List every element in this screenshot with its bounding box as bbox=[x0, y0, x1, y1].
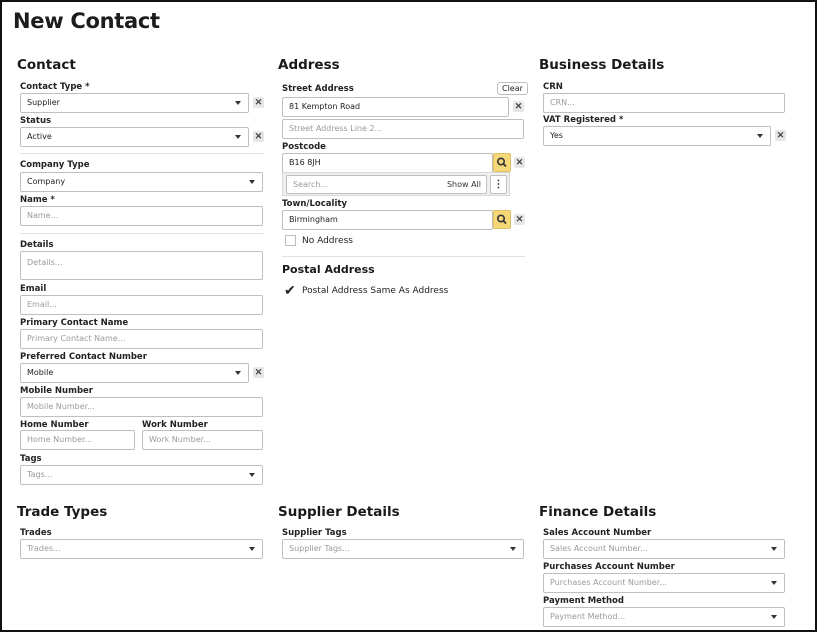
payment-method-placeholder: Payment Method... bbox=[550, 612, 626, 621]
chevron-down-icon bbox=[249, 547, 255, 551]
search-icon bbox=[494, 154, 510, 171]
clear-address-button[interactable]: Clear bbox=[497, 82, 528, 95]
postcode-input[interactable]: B16 8JH bbox=[282, 153, 493, 173]
status-select[interactable] bbox=[20, 127, 249, 147]
mobile-label: Mobile Number bbox=[20, 386, 93, 396]
company-type-label: Company Type bbox=[20, 160, 90, 170]
vat-registered-label: VAT Registered * bbox=[543, 115, 624, 125]
chevron-down-icon bbox=[771, 547, 777, 551]
chevron-down-icon bbox=[249, 180, 255, 184]
chevron-down-icon bbox=[235, 135, 241, 139]
work-label: Work Number bbox=[142, 420, 208, 430]
postal-address-heading: Postal Address bbox=[282, 263, 375, 276]
crn-input[interactable]: CRN... bbox=[543, 93, 785, 113]
work-input[interactable]: Work Number... bbox=[142, 430, 263, 450]
home-label: Home Number bbox=[20, 420, 89, 430]
contact-heading: Contact bbox=[17, 57, 76, 73]
preferred-number-select[interactable] bbox=[20, 363, 249, 383]
status-label: Status bbox=[20, 116, 52, 126]
name-input[interactable]: Name... bbox=[20, 206, 263, 226]
no-address-label: No Address bbox=[302, 236, 353, 246]
chevron-down-icon bbox=[510, 547, 516, 551]
status-value: Active bbox=[27, 132, 52, 141]
trades-label: Trades bbox=[20, 528, 52, 538]
show-all-button[interactable]: Show All bbox=[446, 180, 481, 189]
trades-select[interactable] bbox=[20, 539, 263, 559]
supplier-tags-select[interactable] bbox=[282, 539, 524, 559]
clear-town-icon[interactable]: ✕ bbox=[515, 214, 524, 224]
clear-street-icon[interactable]: ✕ bbox=[514, 101, 523, 111]
street-address-line2-input[interactable]: Street Address Line 2... bbox=[282, 119, 524, 139]
sales-account-select[interactable] bbox=[543, 539, 785, 559]
primary-contact-label: Primary Contact Name bbox=[20, 318, 129, 328]
sales-account-placeholder: Sales Account Number... bbox=[550, 544, 648, 553]
postcode-label: Postcode bbox=[282, 142, 326, 152]
town-input[interactable]: Birmingham bbox=[282, 210, 493, 230]
page-title: New Contact bbox=[13, 9, 160, 33]
preferred-number-label: Preferred Contact Number bbox=[20, 352, 147, 362]
supplier-details-heading: Supplier Details bbox=[278, 504, 400, 520]
vat-registered-select[interactable] bbox=[543, 126, 771, 146]
contact-type-value: Supplier bbox=[27, 98, 60, 107]
clear-vat-icon[interactable]: ✕ bbox=[776, 130, 785, 140]
street-address-input[interactable]: 81 Kempton Road bbox=[282, 97, 509, 117]
chevron-down-icon bbox=[771, 581, 777, 585]
clear-postcode-icon[interactable]: ✕ bbox=[515, 157, 524, 167]
town-label: Town/Locality bbox=[282, 199, 347, 209]
postal-same-label: Postal Address Same As Address bbox=[302, 286, 449, 296]
tags-label: Tags bbox=[20, 454, 42, 464]
mobile-input[interactable]: Mobile Number... bbox=[20, 397, 263, 417]
vat-registered-value: Yes bbox=[550, 131, 563, 140]
crn-label: CRN bbox=[543, 82, 563, 92]
street-address-label: Street Address bbox=[282, 84, 354, 94]
home-input[interactable]: Home Number... bbox=[20, 430, 135, 450]
town-search-button[interactable] bbox=[493, 210, 511, 229]
payment-method-label: Payment Method bbox=[543, 596, 624, 606]
details-textarea[interactable]: Details... bbox=[20, 251, 263, 280]
business-details-heading: Business Details bbox=[539, 57, 665, 73]
search-icon bbox=[494, 211, 510, 228]
address-search-placeholder: Search... bbox=[293, 180, 329, 189]
chevron-down-icon bbox=[235, 101, 241, 105]
purchases-account-placeholder: Purchases Account Number... bbox=[550, 578, 667, 587]
tags-placeholder: Tags... bbox=[27, 470, 53, 479]
address-search-input[interactable] bbox=[286, 175, 487, 194]
divider bbox=[282, 256, 525, 257]
contact-type-label: Contact Type * bbox=[20, 82, 90, 92]
chevron-down-icon bbox=[249, 473, 255, 477]
supplier-tags-placeholder: Supplier Tags... bbox=[289, 544, 350, 553]
finance-details-heading: Finance Details bbox=[539, 504, 657, 520]
chevron-down-icon bbox=[757, 134, 763, 138]
trade-types-heading: Trade Types bbox=[17, 504, 108, 520]
contact-type-select[interactable] bbox=[20, 93, 249, 113]
address-heading: Address bbox=[278, 57, 340, 73]
details-label: Details bbox=[20, 240, 54, 250]
payment-method-select[interactable] bbox=[543, 607, 785, 627]
company-type-value: Company bbox=[27, 177, 66, 186]
clear-status-icon[interactable]: ✕ bbox=[254, 131, 263, 141]
more-options-icon[interactable]: ⋮ bbox=[490, 175, 507, 194]
tags-select[interactable] bbox=[20, 465, 263, 485]
name-label: Name * bbox=[20, 195, 55, 205]
divider bbox=[20, 153, 264, 154]
postcode-search-button[interactable] bbox=[493, 153, 511, 172]
primary-contact-input[interactable]: Primary Contact Name... bbox=[20, 329, 263, 349]
address-lookup-bar bbox=[282, 172, 510, 196]
email-input[interactable]: Email... bbox=[20, 295, 263, 315]
divider bbox=[20, 233, 264, 234]
trades-placeholder: Trades... bbox=[27, 544, 61, 553]
sales-account-label: Sales Account Number bbox=[543, 528, 652, 538]
company-type-select[interactable] bbox=[20, 172, 263, 192]
clear-preferred-number-icon[interactable]: ✕ bbox=[254, 367, 263, 377]
no-address-checkbox[interactable] bbox=[285, 235, 296, 246]
preferred-number-value: Mobile bbox=[27, 368, 54, 377]
purchases-account-label: Purchases Account Number bbox=[543, 562, 675, 572]
postal-same-checkbox[interactable]: ✔ bbox=[284, 282, 296, 298]
chevron-down-icon bbox=[235, 371, 241, 375]
email-label: Email bbox=[20, 284, 47, 294]
purchases-account-select[interactable] bbox=[543, 573, 785, 593]
chevron-down-icon bbox=[771, 615, 777, 619]
clear-contact-type-icon[interactable]: ✕ bbox=[254, 97, 263, 107]
supplier-tags-label: Supplier Tags bbox=[282, 528, 347, 538]
